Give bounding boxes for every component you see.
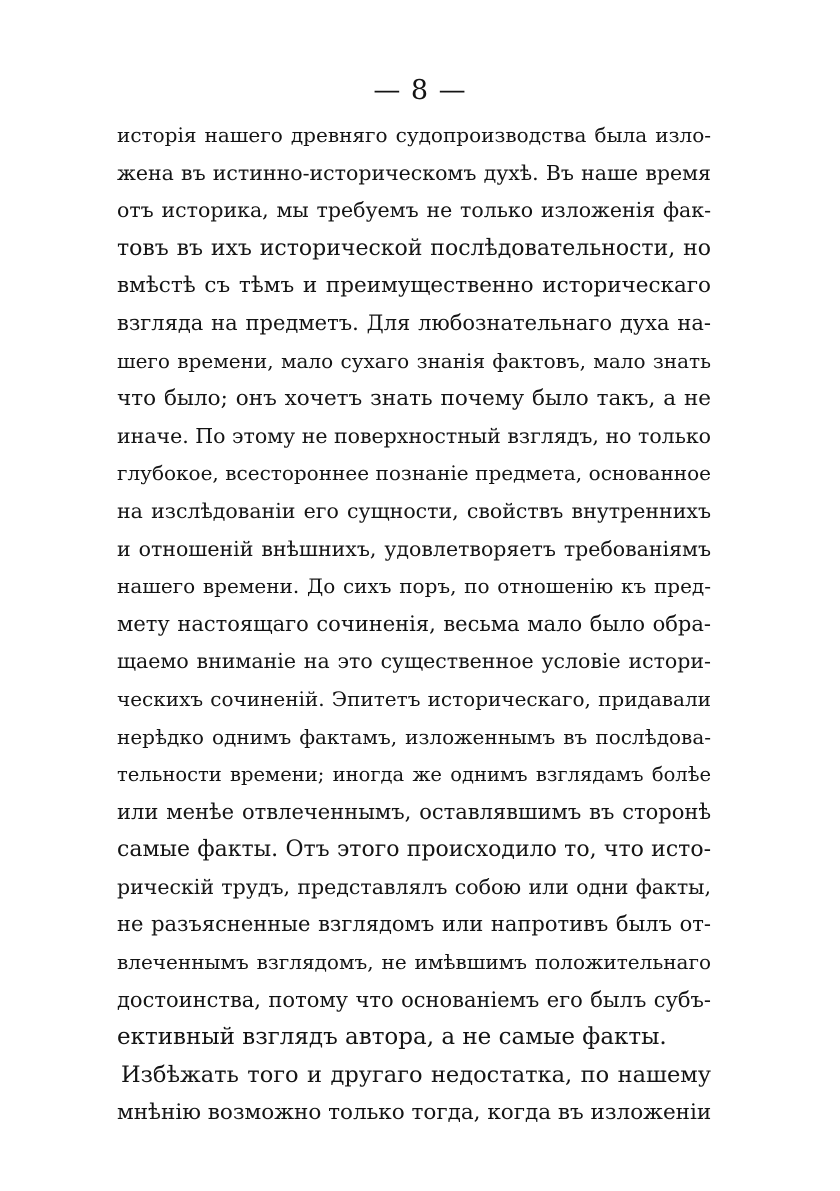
text-line: ческихъ сочиненій. Эпитетъ историческаго, придавали xyxy=(117,686,711,711)
text-line: или менѣе отвлеченнымъ, оставлявшимъ въ сторонѣ xyxy=(117,799,711,824)
text-line: мнѣнію возможно только тогда, когда въ изложеніи xyxy=(117,1100,712,1126)
text-line: иначе. По этому не поверхностный взглядъ, но только xyxy=(117,423,712,448)
paragraph xyxy=(117,1057,711,1132)
paragraph xyxy=(117,117,711,1057)
text-line: достоинства, потому что основаніемъ его былъ субъ- xyxy=(117,987,711,1012)
text-line: Избѣжать того и другаго недостатка, по нашему xyxy=(121,1061,711,1088)
text-line: нашего времени. До сихъ поръ, по отношенію къ пред- xyxy=(117,574,711,599)
page-number: — 8 — xyxy=(373,75,467,106)
text-line: жена въ истинно-историческомъ духѣ. Въ наше время xyxy=(117,160,711,185)
text-line: шего времени, мало сухаго знанія фактовъ, мало знать xyxy=(117,348,711,373)
text-line: влеченнымъ взглядомъ, не имѣвшимъ положительнаго xyxy=(117,950,711,975)
text-line: вмѣстѣ съ тѣмъ и преимущественно историческаго xyxy=(117,273,711,299)
text-line: не разъясненные взглядомъ или напротивъ былъ от- xyxy=(117,912,711,937)
text-line: тельности времени; иногда же однимъ взглядамъ болѣе xyxy=(117,763,711,787)
page-body-text xyxy=(117,117,711,1132)
text-line: ективный взглядъ автора, а не самые факты. xyxy=(117,1024,667,1051)
text-line: взгляда на предметъ. Для любознательнаго духа на- xyxy=(117,310,711,335)
text-line: на изслѣдованіи его сущности, свойствъ внутреннихъ xyxy=(117,498,711,523)
text-line: щаемо вниманіе на это существенное условіе истори- xyxy=(117,649,711,674)
text-line: что было; онъ хочетъ знать почему было такъ, а не xyxy=(117,386,711,412)
text-line: исторія нашего древняго судопроизводства была изло- xyxy=(117,123,711,147)
text-line: самые факты. Отъ этого происходило то, что исто- xyxy=(117,837,711,863)
text-line: мету настоящаго сочиненія, весьма мало было обра- xyxy=(117,611,711,636)
text-line: рическій трудъ, представлялъ собою или одни факты, xyxy=(117,874,711,899)
text-line: глубокое, всестороннее познаніе предмета, основанное xyxy=(117,461,711,486)
text-line: товъ въ ихъ исторической послѣдовательности, но xyxy=(117,235,711,261)
text-line: отъ историка, мы требуемъ не только изложенія фак- xyxy=(117,198,711,223)
text-line: и отношеній внѣшнихъ, удовлетворяетъ требованіямъ xyxy=(117,536,711,561)
text-line: нерѣдко однимъ фактамъ, изложеннымъ въ послѣдова- xyxy=(117,724,711,749)
